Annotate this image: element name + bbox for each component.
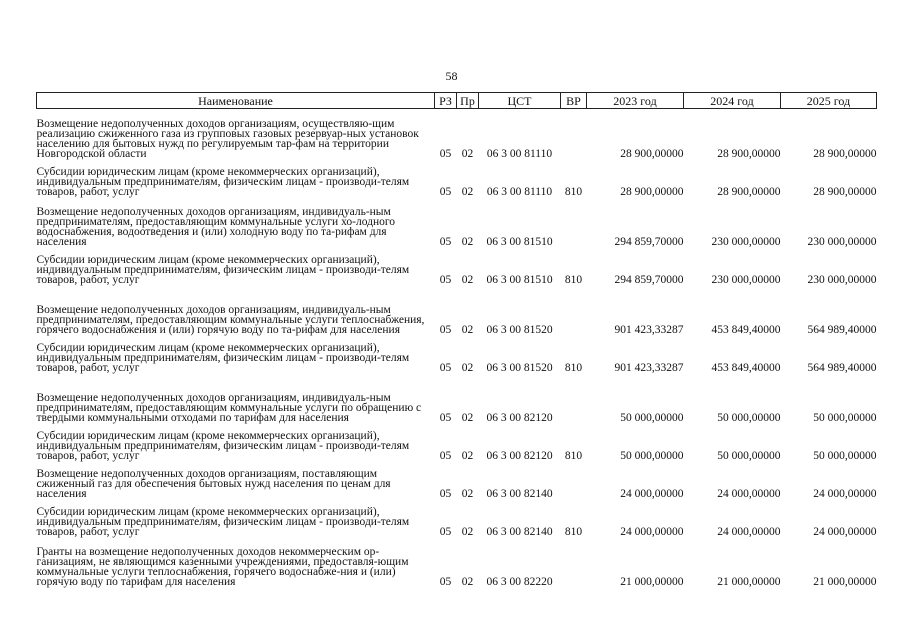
table-row — [37, 499, 877, 537]
row-cst: 06 3 00 81110 — [486, 186, 553, 198]
row-name: Субсидии юридическим лицам (кроме некоммерческих организаций), индивидуальным предпринимателям, физическим лицам - производи-телям товаров, работ, услуг — [36, 166, 410, 198]
budget-table — [36, 92, 877, 587]
row-2023: 50 000,00000 — [620, 412, 684, 424]
row-rz: 05 — [439, 362, 452, 374]
header-2023: 2023 год — [587, 93, 684, 109]
header-rz: РЗ — [435, 93, 457, 109]
row-2023: 21 000,00000 — [620, 576, 684, 588]
header-2025: 2025 год — [781, 93, 877, 109]
row-name: Возмещение недополученных доходов организациям, индивидуаль-ным предпринимателям, предоставляющим коммунальные услуги по обращению с твердыми коммунальными отходами по тарифам для населения — [36, 392, 422, 424]
row-cst: 06 3 00 82220 — [486, 576, 553, 588]
row-2025: 50 000,00000 — [813, 412, 877, 424]
row-name: Субсидии юридическим лицам (кроме некоммерческих организаций), индивидуальным предпринимателям, физическим лицам - производи-телям товаров, работ, услуг — [36, 430, 410, 462]
row-vr — [561, 461, 587, 499]
row-pr: 02 — [461, 236, 474, 248]
row-rz: 05 — [439, 236, 452, 248]
row-pr: 02 — [461, 148, 474, 160]
row-cst: 06 3 00 82120 — [486, 450, 553, 462]
row-2023: 901 423,33287 — [614, 324, 684, 336]
table-row — [37, 109, 877, 160]
row-2023: 24 000,00000 — [620, 488, 684, 500]
header-name: Наименование — [37, 93, 435, 109]
row-2025: 564 989,40000 — [807, 324, 877, 336]
row-2024: 24 000,00000 — [717, 526, 781, 538]
row-2024: 21 000,00000 — [717, 576, 781, 588]
row-vr: 810 — [564, 186, 583, 198]
row-2025: 50 000,00000 — [813, 450, 877, 462]
table-header-row — [37, 93, 877, 109]
row-vr — [561, 109, 587, 160]
row-2024: 230 000,00000 — [711, 236, 781, 248]
row-rz: 05 — [439, 274, 452, 286]
header-cst: ЦСТ — [479, 93, 561, 109]
row-2024: 453 849,40000 — [711, 362, 781, 374]
table-row — [37, 285, 877, 335]
row-cst: 06 3 00 82140 — [486, 488, 553, 500]
row-2023: 28 900,00000 — [620, 186, 684, 198]
row-vr — [561, 373, 587, 423]
row-pr: 02 — [461, 450, 474, 462]
row-name: Субсидии юридическим лицам (кроме некоммерческих организаций), индивидуальным предпринимателям, физическим лицам - производи-телям товаров, работ, услуг — [36, 506, 410, 538]
row-2023: 294 859,70000 — [614, 236, 684, 248]
row-vr — [561, 285, 587, 335]
row-name: Возмещение недополученных доходов организациям, индивидуаль-ным предпринимателям, предоставляющим коммунальные услуги хо-лодного водоснабжения, водоотведения и (или) холодную воду по та-рифам для населения — [36, 206, 396, 248]
row-pr: 02 — [461, 412, 474, 424]
row-pr: 02 — [461, 274, 474, 286]
row-2023: 28 900,00000 — [620, 148, 684, 160]
row-cst: 06 3 00 81510 — [486, 236, 553, 248]
table-row — [37, 537, 877, 587]
row-vr: 810 — [564, 526, 583, 538]
row-vr: 810 — [564, 274, 583, 286]
row-pr: 02 — [461, 186, 474, 198]
row-2024: 50 000,00000 — [717, 450, 781, 462]
row-pr: 02 — [461, 576, 474, 588]
header-vr: ВР — [561, 93, 587, 109]
row-rz: 05 — [439, 576, 452, 588]
row-2024: 28 900,00000 — [717, 186, 781, 198]
row-cst: 06 3 00 82140 — [486, 526, 553, 538]
row-2025: 28 900,00000 — [813, 148, 877, 160]
row-2023: 294 859,70000 — [614, 274, 684, 286]
row-2025: 564 989,40000 — [807, 362, 877, 374]
row-vr — [561, 197, 587, 247]
header-2024: 2024 год — [684, 93, 781, 109]
row-rz: 05 — [439, 148, 452, 160]
row-2023: 50 000,00000 — [620, 450, 684, 462]
row-2025: 21 000,00000 — [813, 576, 877, 588]
row-rz: 05 — [439, 526, 452, 538]
header-pr: Пр — [457, 93, 479, 109]
row-cst: 06 3 00 81520 — [486, 362, 553, 374]
row-vr: 810 — [564, 362, 583, 374]
row-cst: 06 3 00 82120 — [486, 412, 553, 424]
table-row — [37, 461, 877, 499]
row-rz: 05 — [439, 450, 452, 462]
row-pr: 02 — [461, 324, 474, 336]
row-2024: 453 849,40000 — [711, 324, 781, 336]
row-pr: 02 — [461, 488, 474, 500]
row-pr: 02 — [461, 526, 474, 538]
table-row — [37, 423, 877, 461]
row-name: Возмещение недополученных доходов организациям, осуществляю-щим реализацию сжиженного газа из групповых газовых резервуар-ных установок населению для бытовых нужд по регулируемым тар-фам на территории Новгородской области — [36, 118, 419, 160]
row-rz: 05 — [439, 186, 452, 198]
row-cst: 06 3 00 81110 — [486, 148, 553, 160]
row-2024: 28 900,00000 — [717, 148, 781, 160]
row-2024: 24 000,00000 — [717, 488, 781, 500]
row-name: Возмещение недополученных доходов организациям, индивидуаль-ным предпринимателям, предоставляющим коммунальные услуги теплоснабжения, горячего водоснабжения и (или) горячую воду по та-рифам для населения — [36, 304, 425, 336]
row-name: Гранты на возмещение недополученных доходов некоммерческим ор-ганизациям, не являющимся казенными учреждениями, предоставля-ющим коммунальные услуги теплоснабжения, горячего водоснабже-ния и (или) горячую воду по тарифам для населения — [36, 546, 409, 588]
row-name: Субсидии юридическим лицам (кроме некоммерческих организаций), индивидуальным предпринимателям, физическим лицам - производи-телям товаров, работ, услуг — [36, 342, 410, 374]
row-vr — [561, 537, 587, 587]
row-name: Возмещение недополученных доходов организациям, поставляющим сжиженный газ для обеспечения бытовых нужд населения по ценам для населения — [36, 468, 391, 500]
table-row — [37, 197, 877, 247]
row-2024: 50 000,00000 — [717, 412, 781, 424]
row-2023: 24 000,00000 — [620, 526, 684, 538]
row-cst: 06 3 00 81520 — [486, 324, 553, 336]
row-2025: 230 000,00000 — [807, 236, 877, 248]
row-2025: 24 000,00000 — [813, 526, 877, 538]
row-2025: 28 900,00000 — [813, 186, 877, 198]
row-rz: 05 — [439, 488, 452, 500]
row-2025: 230 000,00000 — [807, 274, 877, 286]
table-row — [37, 335, 877, 373]
row-rz: 05 — [439, 412, 452, 424]
row-vr: 810 — [564, 450, 583, 462]
page-number: 58 — [445, 69, 458, 83]
row-2023: 901 423,33287 — [614, 362, 684, 374]
row-name: Субсидии юридическим лицам (кроме некоммерческих организаций), индивидуальным предпринимателям, физическим лицам - производи-телям товаров, работ, услуг — [36, 254, 410, 286]
row-cst: 06 3 00 81510 — [486, 274, 553, 286]
table-row — [37, 247, 877, 285]
row-2024: 230 000,00000 — [711, 274, 781, 286]
table-row — [37, 373, 877, 423]
table-row — [37, 159, 877, 197]
row-pr: 02 — [461, 362, 474, 374]
row-rz: 05 — [439, 324, 452, 336]
row-2025: 24 000,00000 — [813, 488, 877, 500]
